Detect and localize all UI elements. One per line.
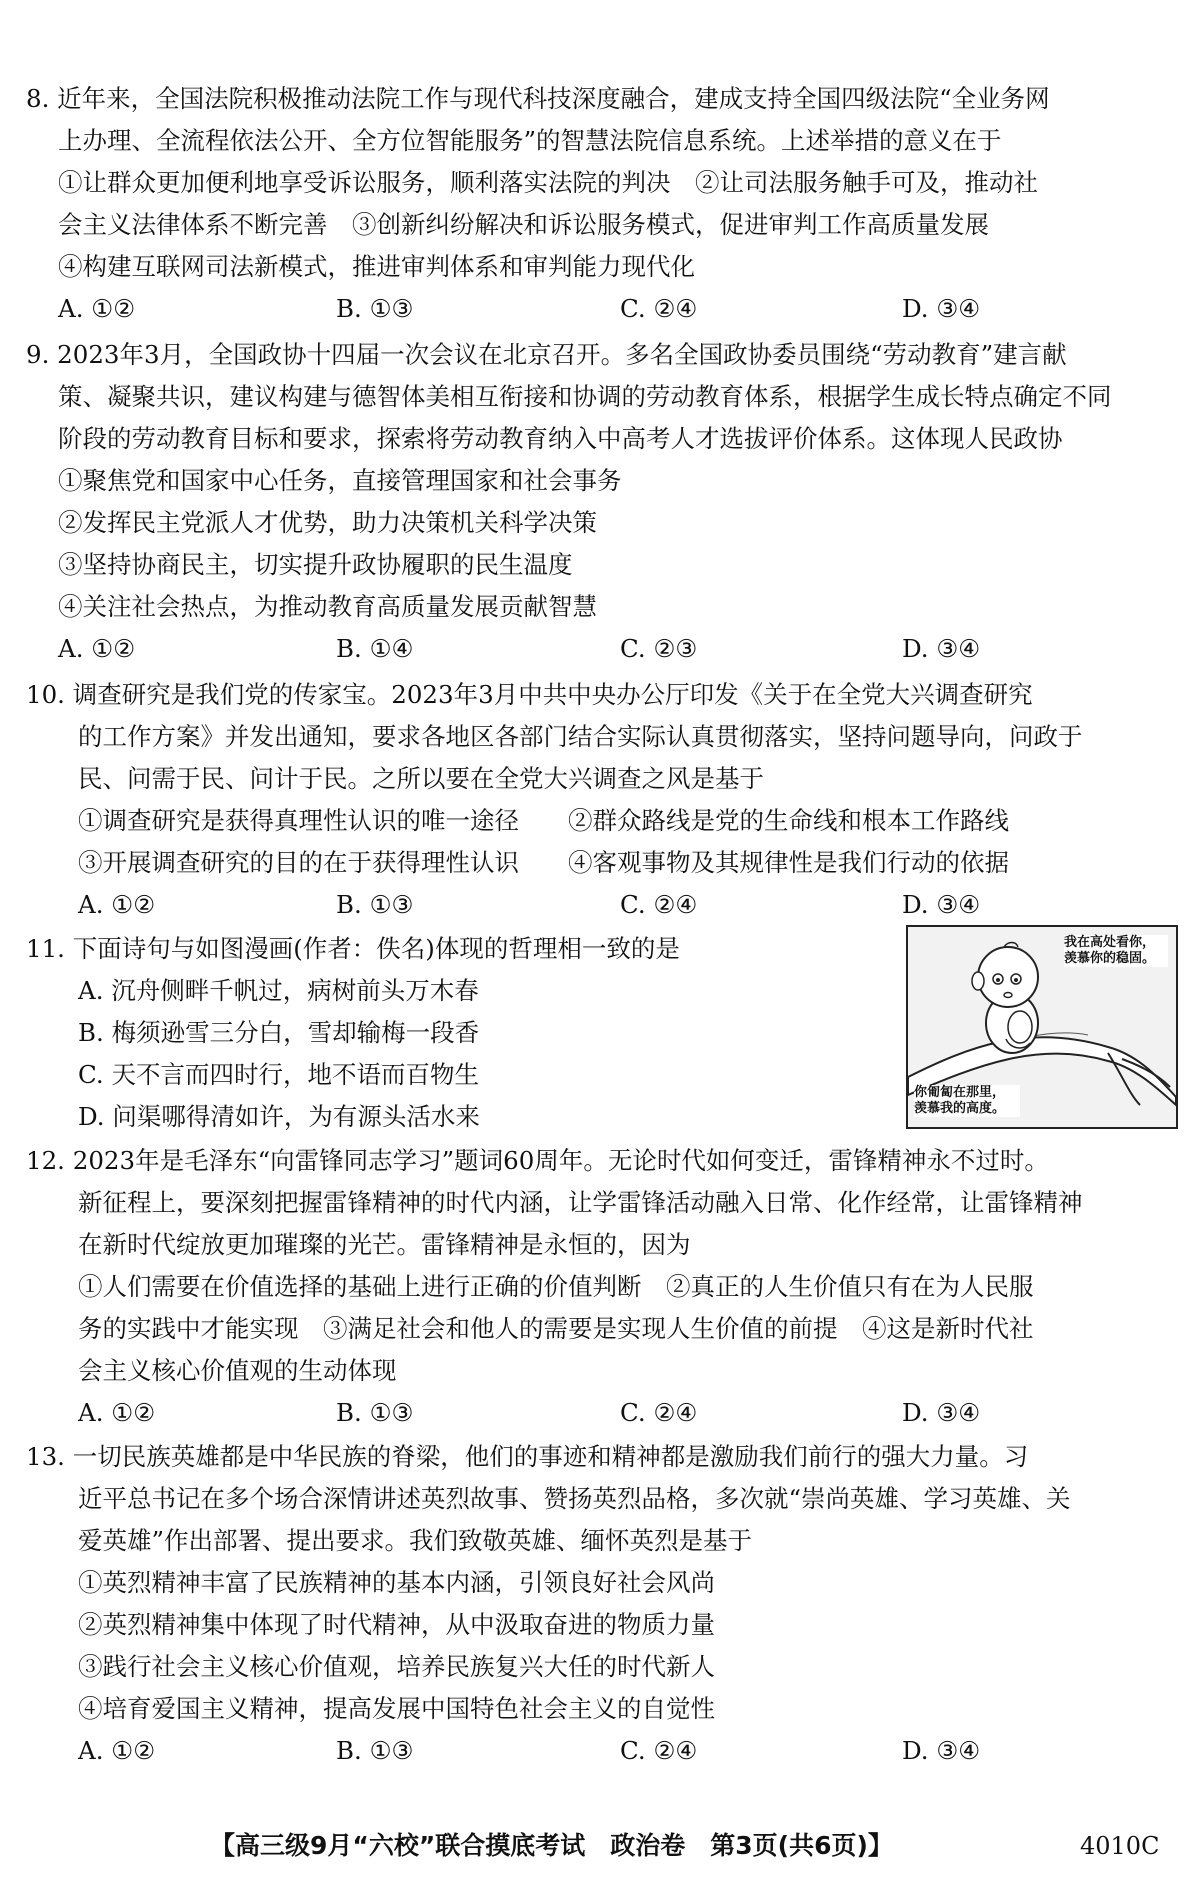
option-b: B. ①③	[336, 1398, 414, 1427]
comic-bottom-line: 羡慕我的高度。	[914, 1101, 1006, 1116]
comic-top-line: 羡慕你的稳固。	[1064, 951, 1156, 966]
statement-line: ③坚持协商民主，切实提升政协履职的民生温度	[58, 550, 573, 579]
option-a: A. ①②	[58, 634, 136, 663]
statement-line: ②发挥民主党派人才优势，助力决策机关科学决策	[58, 508, 597, 537]
question-stem-line: 8. 近年来，全国法院积极推动法院工作与现代科技深度融合，建成支持全国四级法院“全业务网	[26, 84, 1050, 113]
option-c: C. ②④	[620, 890, 698, 919]
question-stem-line: 的工作方案》并发出通知，要求各地区各部门结合实际认真贯彻落实，坚持问题导向，问政于	[78, 722, 1083, 751]
statement-line: ②英烈精神集中体现了时代精神，从中汲取奋进的物质力量	[78, 1610, 715, 1639]
statement-line: 务的实践中才能实现 ③满足社会和他人的需要是实现人生价值的前提 ④这是新时代社	[78, 1314, 1034, 1343]
statement-line: ①英烈精神丰富了民族精神的基本内涵，引领良好社会风尚	[78, 1568, 715, 1597]
question-stem-line: 10. 调查研究是我们党的传家宝。2023年3月中共中央办公厅印发《关于在全党大兴调查研究	[26, 680, 1033, 709]
option-a: A. ①②	[78, 1736, 156, 1765]
option-b: B. ①④	[336, 634, 414, 663]
statement-line: ④构建互联网司法新模式，推进审判体系和审判能力现代化	[58, 252, 695, 281]
question-stem-line: 13. 一切民族英雄都是中华民族的脊梁，他们的事迹和精神都是激励我们前行的强大力量。习	[26, 1442, 1029, 1471]
statement-line: ③践行社会主义核心价值观，培养民族复兴大任的时代新人	[78, 1652, 715, 1681]
question-stem-line: 11. 下面诗句与如图漫画(作者：佚名)体现的哲理相一致的是	[26, 934, 680, 963]
option-c: C. ②④	[620, 1398, 698, 1427]
option-a: A. ①②	[78, 890, 156, 919]
option-a: A. ①②	[58, 294, 136, 323]
question-stem-line: 在新时代绽放更加璀璨的光芒。雷锋精神是永恒的，因为	[78, 1230, 691, 1259]
question-stem-line: 策、凝聚共识，建议构建与德智体美相互衔接和协调的劳动教育体系，根据学生成长特点确定不同	[58, 382, 1112, 411]
option-a: A. ①②	[78, 1398, 156, 1427]
statement-line: 会主义法律体系不断完善 ③创新纠纷解决和诉讼服务模式，促进审判工作高质量发展	[58, 210, 989, 239]
option-a: A. 沉舟侧畔千帆过，病树前头万木春	[78, 976, 479, 1005]
statement-line: 会主义核心价值观的生动体现	[78, 1356, 397, 1385]
question-stem-line: 阶段的劳动教育目标和要求，探索将劳动教育纳入中高考人才选拔评价体系。这体现人民政协	[58, 424, 1063, 453]
option-d: D. ③④	[902, 634, 981, 663]
question-stem-line: 爱英雄”作出部署、提出要求。我们致敬英雄、缅怀英烈是基于	[78, 1526, 753, 1555]
statement-line: ①人们需要在价值选择的基础上进行正确的价值判断 ②真正的人生价值只有在为人民服	[78, 1272, 1034, 1301]
question-stem-line: 上办理、全流程依法公开、全方位智能服务”的智慧法院信息系统。上述举措的意义在于	[58, 126, 1002, 155]
statement-line: ④关注社会热点，为推动教育高质量发展贡献智慧	[58, 592, 597, 621]
option-d: D. ③④	[902, 294, 981, 323]
statement-line: ④培育爱国主义精神，提高发展中国特色社会主义的自觉性	[78, 1694, 715, 1723]
statement-line: ①让群众更加便利地享受诉讼服务，顺利落实法院的判决 ②让司法服务触手可及，推动社	[58, 168, 1038, 197]
comic-top-line: 我在高处看你，	[1064, 935, 1156, 950]
option-b: B. ①③	[336, 294, 414, 323]
question-stem-line: 12. 2023年是毛泽东“向雷锋同志学习”题词60周年。无论时代如何变迁，雷锋精神永不过时。	[26, 1146, 1049, 1175]
option-d: D. ③④	[902, 1736, 981, 1765]
question-stem-line: 新征程上，要深刻把握雷锋精神的时代内涵，让学雷锋活动融入日常、化作经常，让雷锋精神	[78, 1188, 1083, 1217]
question-stem-line: 民、问需于民、问计于民。之所以要在全党大兴调查之风是基于	[78, 764, 764, 793]
option-d: D. 问渠哪得清如许，为有源头活水来	[78, 1102, 480, 1131]
option-c: C. ②③	[620, 634, 698, 663]
page-footer: 【高三级9月“六校”联合摸底考试 政治卷 第3页(共6页)】	[210, 1831, 893, 1860]
statement-line: ①调查研究是获得真理性认识的唯一途径 ②群众路线是党的生命线和根本工作路线	[78, 806, 1009, 835]
question-stem-line: 9. 2023年3月，全国政协十四届一次会议在北京召开。多名全国政协委员围绕“劳动教育”建言献	[26, 340, 1067, 369]
exam-code: 4010C	[1080, 1832, 1160, 1860]
option-d: D. ③④	[902, 890, 981, 919]
comic-bottom-line: 你匍匐在那里，	[914, 1085, 1006, 1100]
comic-bottom-bubble	[914, 1085, 1020, 1117]
option-b: B. 梅须逊雪三分白，雪却输梅一段香	[78, 1018, 480, 1047]
statement-line: ③开展调查研究的目的在于获得理性认识 ④客观事物及其规律性是我们行动的依据	[78, 848, 1009, 877]
option-b: B. ①③	[336, 1736, 414, 1765]
comic-top-bubble	[1064, 935, 1168, 967]
comic-illustration	[906, 925, 1178, 1129]
question-stem-line: 近平总书记在多个场合深情讲述英烈故事、赞扬英烈品格，多次就“崇尚英雄、学习英雄、关	[78, 1484, 1071, 1513]
option-c: C. ②④	[620, 294, 698, 323]
option-c: C. ②④	[620, 1736, 698, 1765]
option-b: B. ①③	[336, 890, 414, 919]
statement-line: ①聚焦党和国家中心任务，直接管理国家和社会事务	[58, 466, 622, 495]
option-d: D. ③④	[902, 1398, 981, 1427]
option-c: C. 天不言而四时行，地不语而百物生	[78, 1060, 479, 1089]
